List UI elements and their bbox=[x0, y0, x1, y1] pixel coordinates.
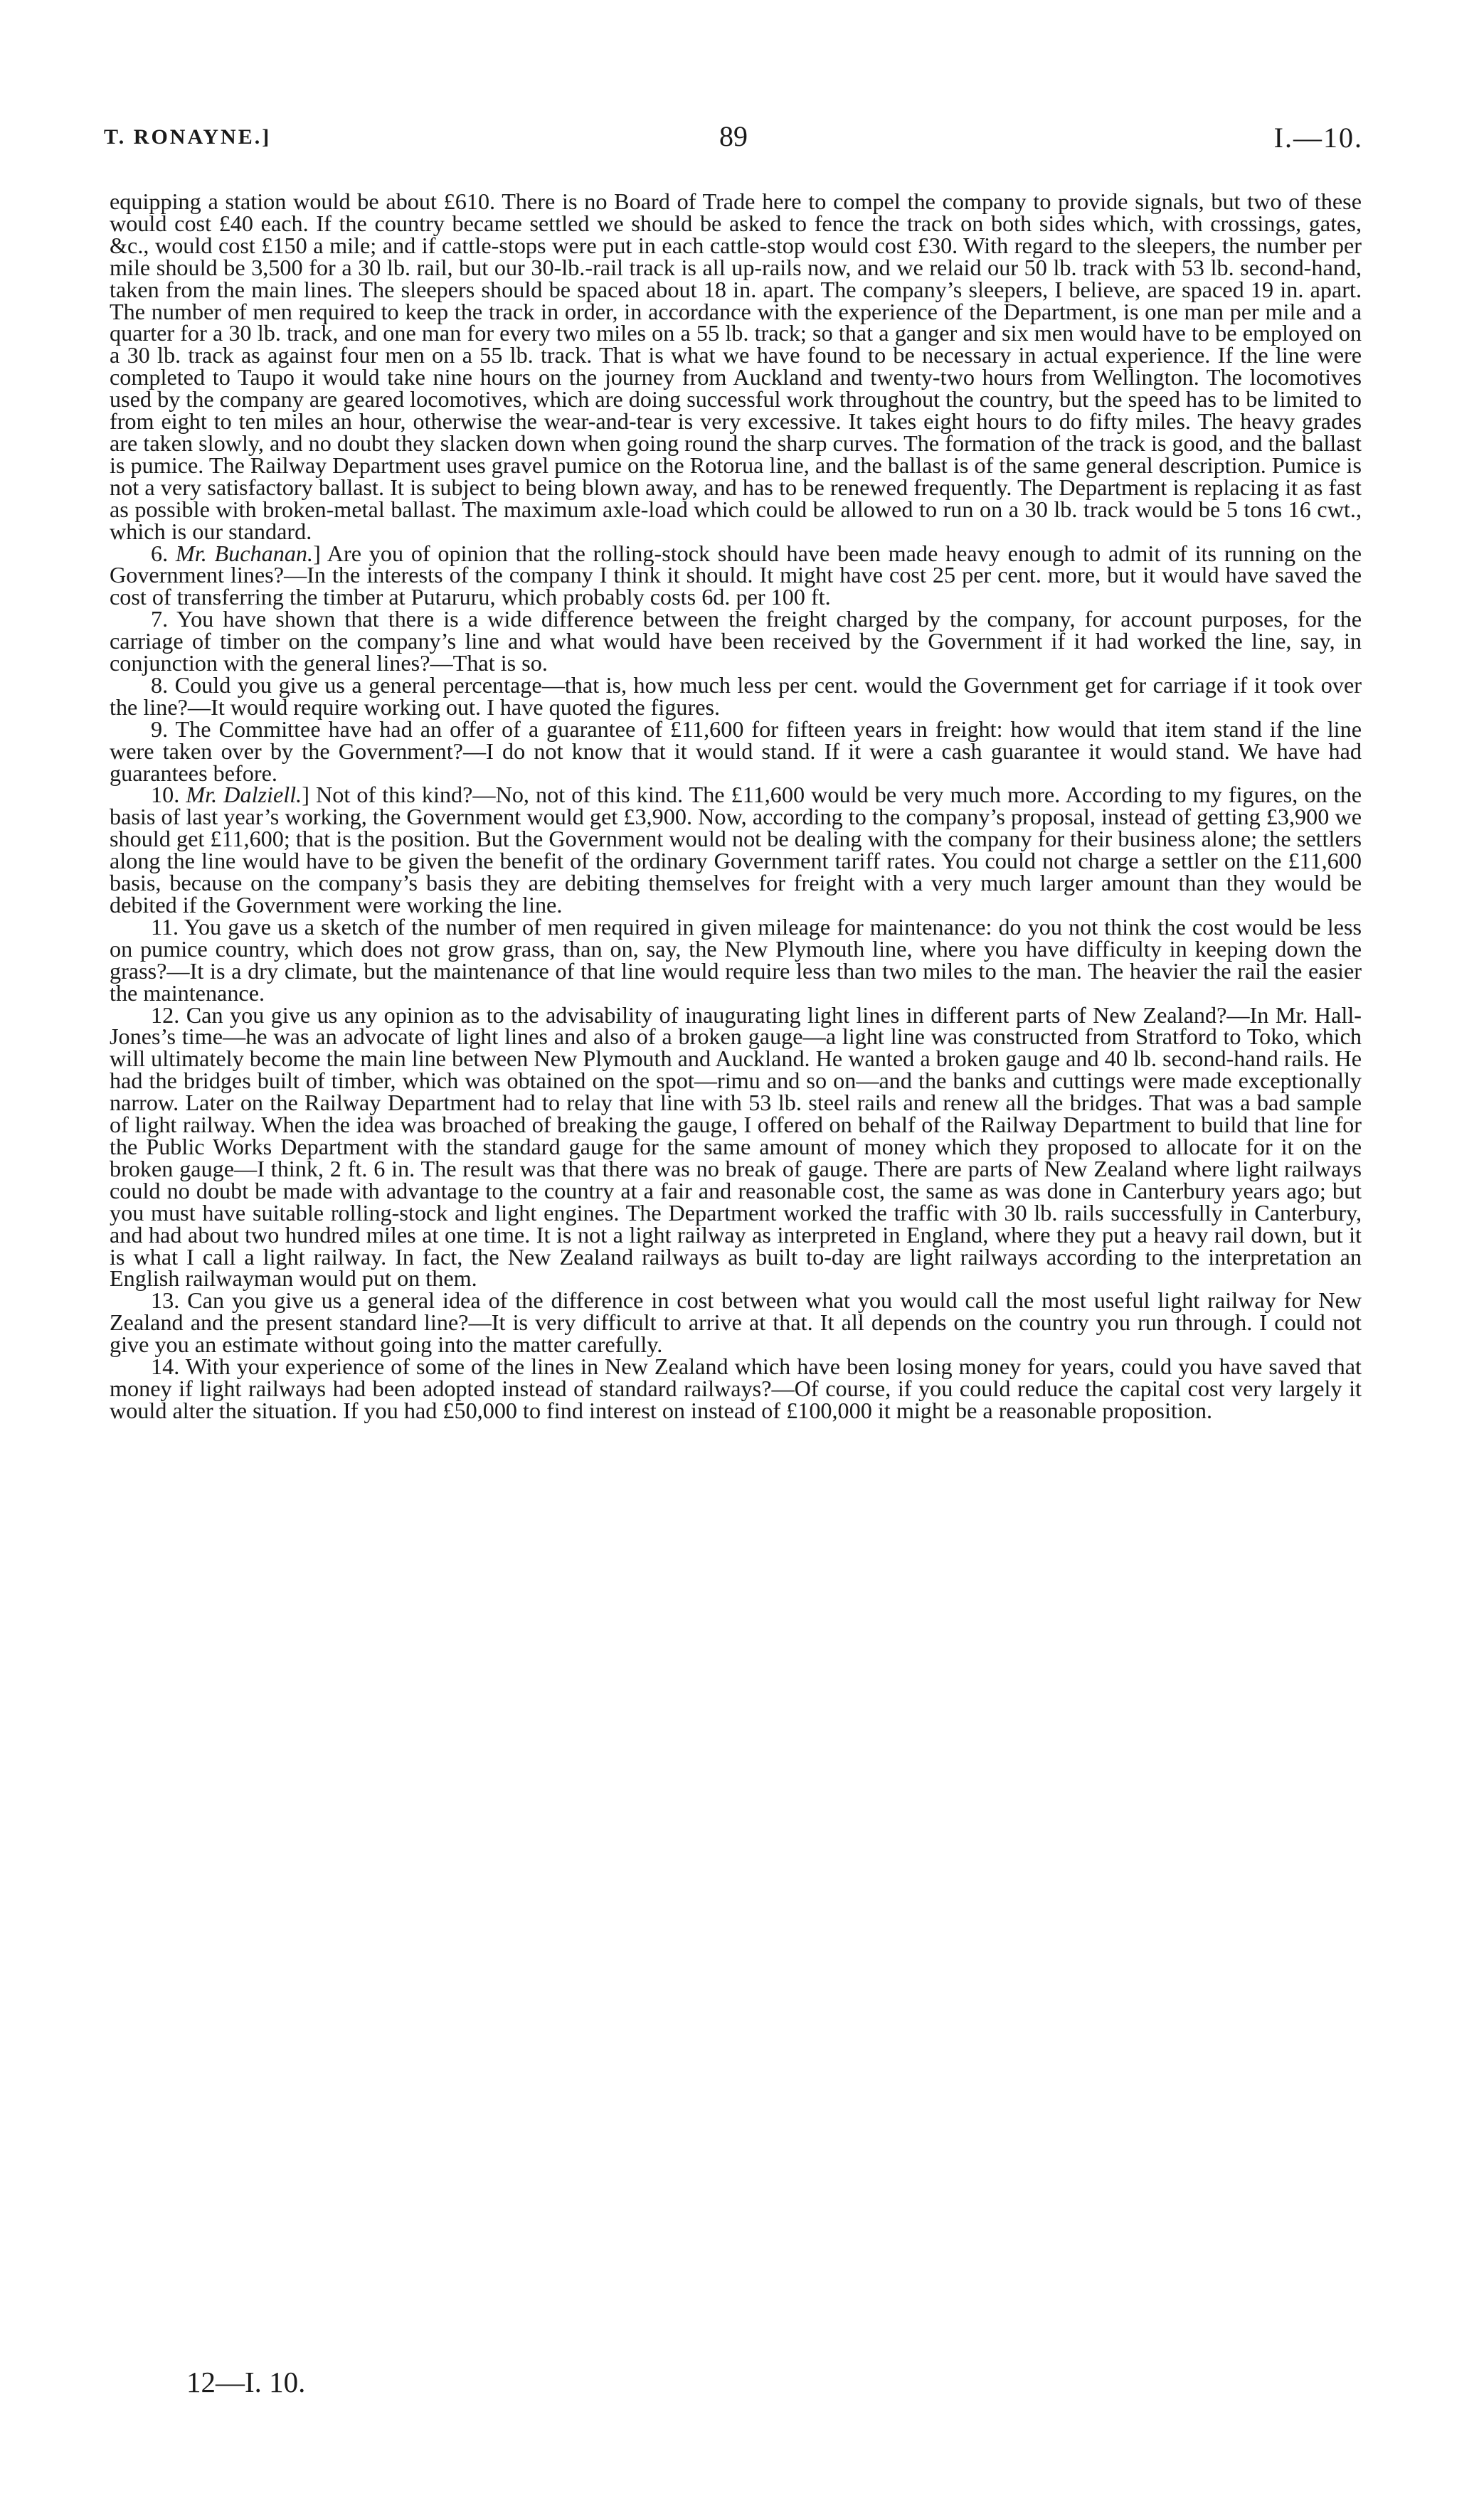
speaker-name: Mr. Buchanan. bbox=[175, 540, 314, 566]
paragraph-text: The Committee have had an offer of a guarantee of £11,600 for fifteen years in freight: how would that item stand if the line were taken over by the Government?—I do not know that it would stand. If it were a cash guarantee it would stand. We have had guarantees before. bbox=[110, 716, 1362, 786]
paragraph-text: You gave us a sketch of the number of men required in given mileage for maintenance: do you not think the cost would be less on pumice country, which does not grow grass, than on, say, the New Plymouth line, where you have difficulty in keeping down the grass?—It is a dry climate, but the maintenance of that line would require less than two miles to the man. The heavier the rail the easier the maintenance. bbox=[110, 913, 1362, 1006]
paragraph-9 bbox=[110, 718, 1362, 785]
speaker-name: Mr. Dalziell. bbox=[186, 782, 302, 808]
paragraph-14 bbox=[110, 1356, 1362, 1422]
question-number: 6. bbox=[151, 540, 169, 566]
document-body bbox=[110, 188, 1362, 1423]
paragraph-text: ] Are you of opinion that the rolling-stock should have been made heavy enough to admit of its running on the Government lines?—In the interests of the company I think it should. It might have cost 25 per cent. more, but it would have saved the cost of transferring the timber at Putaruru, which probably costs 6d. per 100 ft. bbox=[110, 540, 1362, 610]
paragraph-text: You have shown that there is a wide difference between the freight charged by the company, for account purposes, for the carriage of timber on the company’s line and what would have been received by the Government if it had worked the line, say, in conjunction with the general lines?—That is so. bbox=[110, 606, 1362, 676]
question-number: 8. bbox=[151, 671, 169, 698]
page-number: 89 bbox=[719, 120, 748, 152]
paragraph-11 bbox=[110, 913, 1362, 1006]
question-number: 9. bbox=[151, 716, 169, 742]
paragraph-text: Could you give us a general percentage—that is, how much less per cent. would the Government get for carriage if it took over the line?—It would require working out. I have quoted the figures. bbox=[110, 671, 1362, 720]
question-number: 11. bbox=[151, 913, 179, 940]
paragraph-text: Can you give us a general idea of the difference in cost between what you would call the most useful light railway for New Zealand and the present standard line?—It is very difficult to arrive at that. It all depends on the country you run through. I could not give you an estimate without going into the matter carefully. bbox=[110, 1287, 1362, 1358]
paragraph-8 bbox=[110, 671, 1362, 720]
paragraph-continued bbox=[110, 188, 1362, 544]
page-header bbox=[104, 119, 1363, 162]
question-number: 12. bbox=[151, 1001, 180, 1028]
paragraph-12 bbox=[110, 1001, 1362, 1292]
question-number: 13. bbox=[151, 1287, 180, 1314]
paragraph-text: ] Not of this kind?—No, not of this kind. The £11,600 would be very much more. According to my figures, on the basis of last year’s working, the Government would get £3,900. Now, according to the company’s proposal, instead of getting £3,900 we should get £11,600; that is the position. But the Government would not be dealing with the company for their business alone; the settlers along the line would have to be given the benefit of the ordinary Government tariff rates. You could not charge a settler on the £11,600 basis, because on the company’s basis they are debiting themselves for freight with a very much larger amount than they would be debited if the Government were working the line. bbox=[110, 782, 1362, 918]
paragraph-7 bbox=[110, 608, 1362, 674]
paragraph-text: With your experience of some of the lines in New Zealand which have been losing money for years, could you have saved that money if light railways had been adopted instead of standard railways?—Of course, if you could reduce the capital cost very largely it would alter the situation. If you had £50,000 to find interest on instead of £100,000 it might be a reasonable proposition. bbox=[110, 1354, 1362, 1423]
paragraph-6 bbox=[110, 540, 1362, 610]
question-number: 10. bbox=[151, 782, 180, 808]
question-number: 7. bbox=[151, 606, 169, 632]
paragraph-13 bbox=[110, 1287, 1362, 1358]
paragraph-text: Can you give us any opinion as to the advisability of inaugurating light lines in different parts of New Zealand?—In Mr. Hall-Jones’s time—he was an advocate of light lines and also of a broken gauge—a light line was constructed from Stratford to Toko, which will ultimately become the main line between New Plymouth and Auckland. He wanted a broken gauge and 40 lb. second-hand rails. He had the bridges built of timber, which was obtained on the spot—rimu and so on—and the banks and cuttings were made exceptionally narrow. Later on the Railway Department had to relay that line with 53 lb. steel rails and renew all the bridges. That was a bad sample of light railway. When the idea was broached of breaking the gauge, I offered on behalf of the Railway Department to build that line for the Public Works Department with the standard gauge for the same amount of money which they proposed to allocate for it on the broken gauge—I think, 2 ft. 6 in. The result was that there was no break of gauge. There are parts of New Zealand where light railways could no doubt be made with advantage to the country at a fair and reasonable cost, the same as was done in Canterbury years ago; but you must have suitable rolling-stock and light engines. The Department worked the traffic with 30 lb. rails successfully in Canterbury, and had about two hundred miles at one time. It is not a light railway as interpreted in England, where they put a heavy rail down, but it is what I call a light railway. In fact, the New Zealand railways as built to-day are light railways according to the interpretation an English railwayman would put on them. bbox=[110, 1001, 1362, 1292]
header-witness-name: T. RONAYNE.] bbox=[104, 125, 272, 149]
header-paper-ref: I.—10. bbox=[1273, 122, 1363, 154]
question-number: 14. bbox=[151, 1354, 180, 1380]
signature-mark: 12—I. 10. bbox=[186, 2366, 306, 2398]
paragraph-text: equipping a station would be about £610. There is no Board of Trade here to compel the company to provide signals, but two of these would cost £40 each. If the country became settled we should be asked to fence the track on both sides which, with crossings, gates, &c., would cost £150 a mile; and if cattle-stops were put in each cattle-stop would cost £30. With regard to the sleepers, the number per mile should be 3,500 for a 30 lb. rail, but our 30-lb.-rail track is all up-rails now, and we relaid our 50 lb. track with 53 lb. second-hand, taken from the main lines. The sleepers should be spaced about 18 in. apart. The company’s sleepers, I believe, are spaced 19 in. apart. The number of men required to keep the track in order, in accordance with the experience of the Department, is one man per mile and a quarter for a 30 lb. track, and one man for every two miles on a 55 lb. track; so that a ganger and six men would have to be employed on a 30 lb. track as against four men on a 55 lb. track. That is what we have found to be necessary in actual experience. If the line were completed to Taupo it would take nine hours on the journey from Auckland and twenty-two hours from Wellington. The locomotives used by the company are geared locomotives, which are doing successful work throughout the country, but the speed has to be limited to from eight to ten miles an hour, otherwise the wear-and-tear is very excessive. It takes eight hours to do fifty miles. The heavy grades are taken slowly, and no doubt they slacken down when going round the sharp curves. The formation of the track is good, and the ballast is pumice. The Railway Department uses gravel pumice on the Rotorua line, and the ballast is of the same general description. Pumice is not a very satisfactory ballast. It is subject to being blown away, and has to be renewed frequently. The Department is replacing it as fast as possible with broken-metal ballast. The maximum axle-load which could be allowed to run on a 30 lb. track would be 5 tons 16 cwt., which is our standard. bbox=[110, 188, 1362, 544]
paragraph-10 bbox=[110, 782, 1362, 918]
